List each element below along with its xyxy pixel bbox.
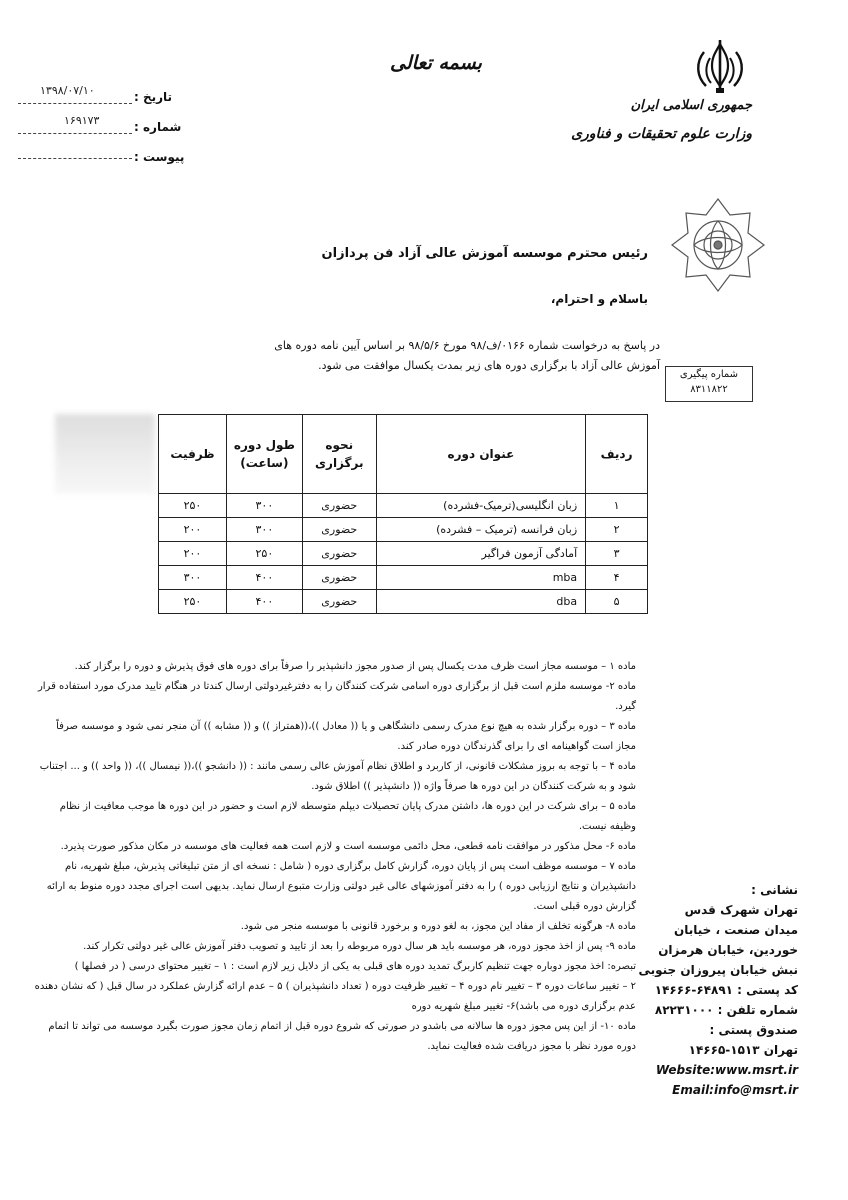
delivery-mode: حضوری (302, 518, 376, 542)
table-row (159, 566, 648, 590)
article-8: ماده ۸- هرگونه تخلف از مفاد این مجوز، به لغو دوره و برخورد قانونی با موسسه منجر می شود. (240, 921, 636, 932)
attachment-line (18, 158, 132, 159)
iran-emblem-icon (690, 38, 750, 96)
table-row (159, 494, 648, 518)
article-6: ماده ۶- محل مذکور در موافقت نامه قطعی، محل دائمی موسسه است و لازم است همه فعالیت های موسسه در مکان مذکور صورت پذیرد. (60, 841, 636, 852)
table-row (159, 542, 648, 566)
tracking-label: شماره پیگیری (679, 369, 739, 380)
articles-section (34, 657, 636, 1057)
date-line (18, 103, 132, 104)
duration: ۴۰۰ (226, 566, 302, 590)
duration: ۳۰۰ (226, 518, 302, 542)
course-title: زبان فرانسه (ترمیک – فشرده) (376, 518, 585, 542)
course-title: mba (376, 566, 585, 590)
attachment-label: پیوست : (134, 150, 185, 164)
address-line: خوردین، خیابان هرمزان (658, 943, 798, 957)
org-country: جمهوری اسلامی ایران (630, 98, 752, 113)
table-row (159, 518, 648, 542)
address-line: نبش خیابان پیروزان جنوبی (638, 963, 798, 977)
delivery-mode: حضوری (302, 566, 376, 590)
course-title: dba (376, 590, 585, 614)
date-label: تاریخ : (134, 90, 173, 104)
header-delivery-mode: نحوه برگزاری (302, 415, 376, 494)
org-ministry: وزارت علوم تحقیقات و فناوری (571, 126, 752, 142)
ministry-address (618, 880, 798, 1100)
article-9: ماده ۹- پس از اخذ مجوز دوره، هر موسسه باید هر سال دوره مربوطه را بعد از تایید و تصویب دفتر آموزش عالی غیر دولتی تکرار کند. (83, 941, 636, 952)
number-value: ۱۶۹۱۷۳ (64, 114, 100, 127)
duration: ۳۰۰ (226, 494, 302, 518)
greeting: باسلام و احترام، (550, 292, 648, 306)
address-line: تهران شهرک قدس (684, 903, 798, 917)
capacity: ۳۰۰ (159, 566, 227, 590)
intro-paragraph: در پاسخ به درخواست شماره ۰۱۶۶/ف/۹۸ مورخ ۹۸/۵/۶ بر اساس آیین نامه دوره های آموزش عالی آزاد با برگزاری دوره های زیر بمدت یکسال موافقت می شود. (274, 339, 660, 372)
postal-code: کد پستی : ۶۴۸۹۱-۱۴۶۶۶ (654, 983, 798, 997)
islamic-ornament-icon (668, 195, 768, 295)
redacted-area (55, 414, 155, 494)
table-header-row (159, 415, 648, 494)
row-number: ۱ (586, 494, 648, 518)
duration: ۴۰۰ (226, 590, 302, 614)
article-5: ماده ۵ – برای شرکت در این دوره ها، داشتن مدرک پایان تحصیلات دیپلم متوسطه لازم است و حضور در این دوره ها موجب معافیت از نظام وظیفه نیست. (59, 801, 636, 832)
article-1: ماده ۱ – موسسه مجاز است ظرف مدت یکسال پس از صدور مجوز دانشپذیر را صرفاً برای دوره های فوق پذیرش و دوره را برگزار کند. (74, 661, 636, 672)
address-line: میدان صنعت ، خیابان (674, 923, 798, 937)
header-capacity: ظرفیت (159, 415, 227, 494)
article-2: ماده ۲- موسسه ملزم است قبل از برگزاری دوره اسامی شرکت کنندگان را به دفترغیردولتی ارسال کندتا در هنگام تایید مدرک مورد استفاده قرار گیرد. (37, 681, 636, 712)
recipient: رئیس محترم موسسه آموزش عالی آزاد فن پردازان (321, 246, 648, 261)
course-title: زبان انگلیسی(ترمیک-فشرده) (376, 494, 585, 518)
capacity: ۲۰۰ (159, 518, 227, 542)
article-10: ماده ۱۰- از این پس مجوز دوره ها سالانه می باشدو در صورتی که شروع دوره قبل از اتمام زمان مجوز صورت بگیرد موسسه می تواند تا اتمام دوره مورد نظر با مجوز دریافت شده فعالیت نماید. (48, 1021, 636, 1052)
tracking-box (665, 366, 753, 402)
row-number: ۴ (586, 566, 648, 590)
header-duration: طول دوره (ساعت) (226, 415, 302, 494)
delivery-mode: حضوری (302, 494, 376, 518)
header-row-number: ردیف (586, 415, 648, 494)
article-3: ماده ۳ – دوره برگزار شده به هیچ نوع مدرک رسمی دانشگاهی و یا (( معادل ))،((همتراز )) و (( مشابه )) آن منجر نمی شود و موسسه صرفاً مجاز است گواهینامه ای را برای گذرندگان دوره صادر کند. (56, 721, 636, 752)
delivery-mode: حضوری (302, 590, 376, 614)
pobox-label: صندوق پستی : (709, 1023, 798, 1037)
date-value: ۱۳۹۸/۰۷/۱۰ (40, 84, 95, 97)
address-label: نشانی : (751, 883, 798, 897)
article-note-continued: ۲ – تغییر ساعات دوره ۳ – تغییر نام دوره ۴ – تغییر ظرفیت دوره ( تعداد دانشپذیران ) ۵ – عدم ارائه گزارش عملکرد در سال قبل ( که نشان دهنده عدم برگزاری دوره می باشد)۶- تغییر مبلغ شهریه دوره (34, 981, 636, 1012)
basmala: بسمه تعالی (390, 52, 482, 74)
row-number: ۲ (586, 518, 648, 542)
website-link[interactable]: Website:www.msrt.ir (655, 1063, 798, 1077)
article-7: ماده ۷ – موسسه موظف است پس از پایان دوره، گزارش کامل برگزاری دوره ( شامل : نسخه ای از متن تبلیغاتی پذیرش، مبلغ شهریه، نام دانشپذیران و نتایج ارزیابی دوره ) را به دفتر آموزشهای عالی غیر دولتی وزارت متبوع ارسال نماید. بدیهی است اجرای مجدد دوره منوط به ارائه گزارش دوره قبلی است. (46, 861, 636, 912)
number-line (18, 133, 132, 134)
article-4: ماده ۴ – با توجه به بروز مشکلات قانونی، از کاربرد و اطلاق نظام آموزش عالی رسمی مانند : (( دانشجو ))،(( نیمسال ))، (( واحد )) و ... اجتناب شود و به شرکت کنندگان در این دوره ها صرفاً واژه (( دانشپذیر )) اطلاق شود. (39, 761, 636, 792)
delivery-mode: حضوری (302, 542, 376, 566)
courses-table (158, 414, 648, 614)
pobox-value: تهران ۱۵۱۳-۱۴۶۶۵ (688, 1043, 798, 1057)
capacity: ۲۵۰ (159, 494, 227, 518)
capacity: ۲۵۰ (159, 590, 227, 614)
email-link[interactable]: Email:info@msrt.ir (672, 1083, 798, 1097)
header-course-title: عنوان دوره (376, 415, 585, 494)
course-title: آمادگی آزمون فراگیر (376, 542, 585, 566)
table-row (159, 590, 648, 614)
phone-number: شماره تلفن : ۸۲۲۳۱۰۰۰ (654, 1003, 798, 1017)
row-number: ۳ (586, 542, 648, 566)
number-label: شماره : (134, 120, 182, 134)
tracking-value: ۸۳۱۱۸۲۲ (690, 384, 728, 395)
capacity: ۲۰۰ (159, 542, 227, 566)
row-number: ۵ (586, 590, 648, 614)
article-note: تبصره: اخذ مجوز دوباره جهت تنظیم کاربرگ تمدید دوره های قبلی به یکی از دلایل زیر لازم است : ۱ – تغییر محتوای درسی ( در فصلها ) (74, 961, 636, 972)
duration: ۲۵۰ (226, 542, 302, 566)
